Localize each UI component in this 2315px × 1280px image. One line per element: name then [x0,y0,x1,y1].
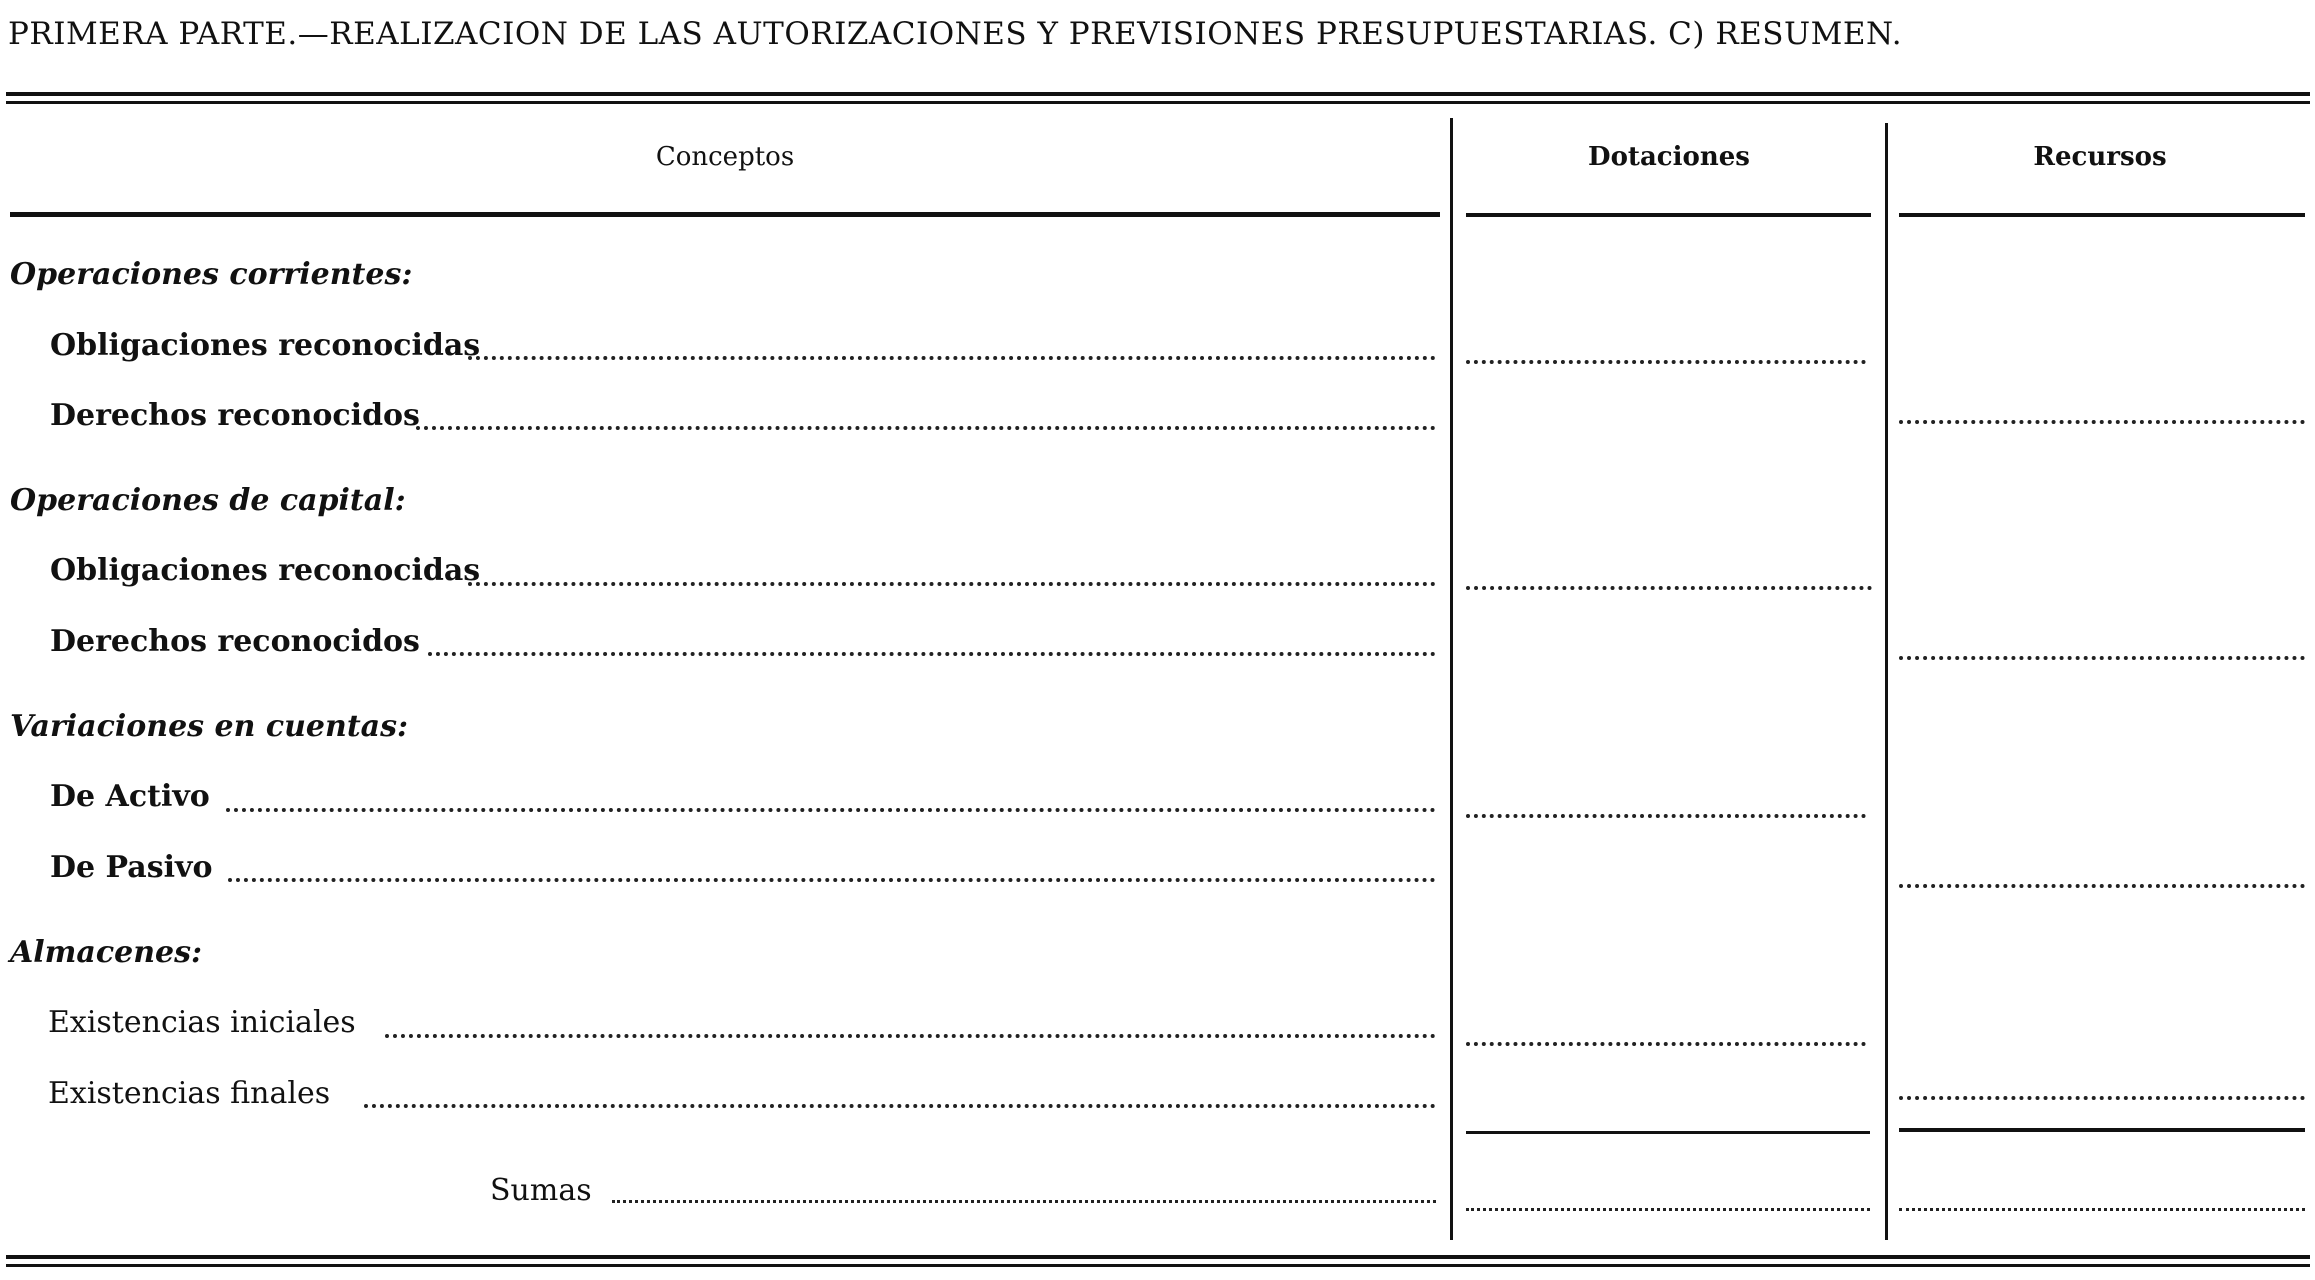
document-title: PRIMERA PARTE.—REALIZACION DE LAS AUTORIZACIONES Y PREVISIONES PRESUPUESTARIAS. C) RESUMEN. [8,16,1903,52]
subtotal-rule-dotaciones [1466,1131,1870,1134]
top-rule-1 [6,92,2310,96]
bottom-rule-1 [6,1255,2310,1259]
amount-recursos [1899,420,2305,424]
column-header-dotaciones: Dotaciones [1588,142,1750,172]
leader-dots [226,808,1436,812]
bottom-rule-2 [6,1264,2310,1267]
line-item-label: Existencias finales [48,1076,331,1111]
leader-dots [468,582,1436,586]
top-rule-2 [6,101,2310,104]
column-header-recursos: Recursos [2033,142,2167,172]
leader-dots [385,1034,1436,1038]
line-item-label: De Pasivo [50,850,213,885]
total-dotaciones [1466,1208,1870,1211]
line-item-label: De Activo [50,779,210,814]
line-item-label: Obligaciones reconocidas [50,328,481,363]
amount-dotaciones [1466,1042,1866,1046]
section-heading: Operaciones de capital: [10,483,406,518]
section-heading: Almacenes: [10,935,203,970]
leader-dots [612,1200,1436,1203]
section-heading: Variaciones en cuentas: [10,709,409,744]
line-item-label: Existencias iniciales [48,1005,356,1040]
amount-recursos [1899,884,2305,888]
total-label: Sumas [490,1173,592,1208]
header-rule-conceptos [10,212,1440,217]
amount-dotaciones [1466,360,1866,364]
leader-dots [468,356,1436,360]
line-item-label: Derechos reconocidos [50,624,420,659]
leader-dots [416,426,1436,430]
subtotal-rule-recursos [1899,1128,2305,1132]
amount-dotaciones [1466,586,1872,590]
leader-dots [428,652,1436,656]
column-divider-2 [1885,123,1888,1240]
column-header-conceptos: Conceptos [655,142,795,172]
section-heading: Operaciones corrientes: [10,257,413,292]
total-recursos [1899,1208,2305,1211]
header-rule-recursos [1899,213,2305,217]
amount-dotaciones [1466,814,1866,818]
leader-dots [228,878,1436,882]
line-item-label: Derechos reconocidos [50,398,420,433]
line-item-label: Obligaciones reconocidas [50,553,481,588]
column-divider-1 [1450,118,1453,1240]
amount-recursos [1899,1096,2305,1100]
leader-dots [364,1104,1436,1108]
amount-recursos [1899,656,2305,660]
header-rule-dotaciones [1466,213,1871,217]
